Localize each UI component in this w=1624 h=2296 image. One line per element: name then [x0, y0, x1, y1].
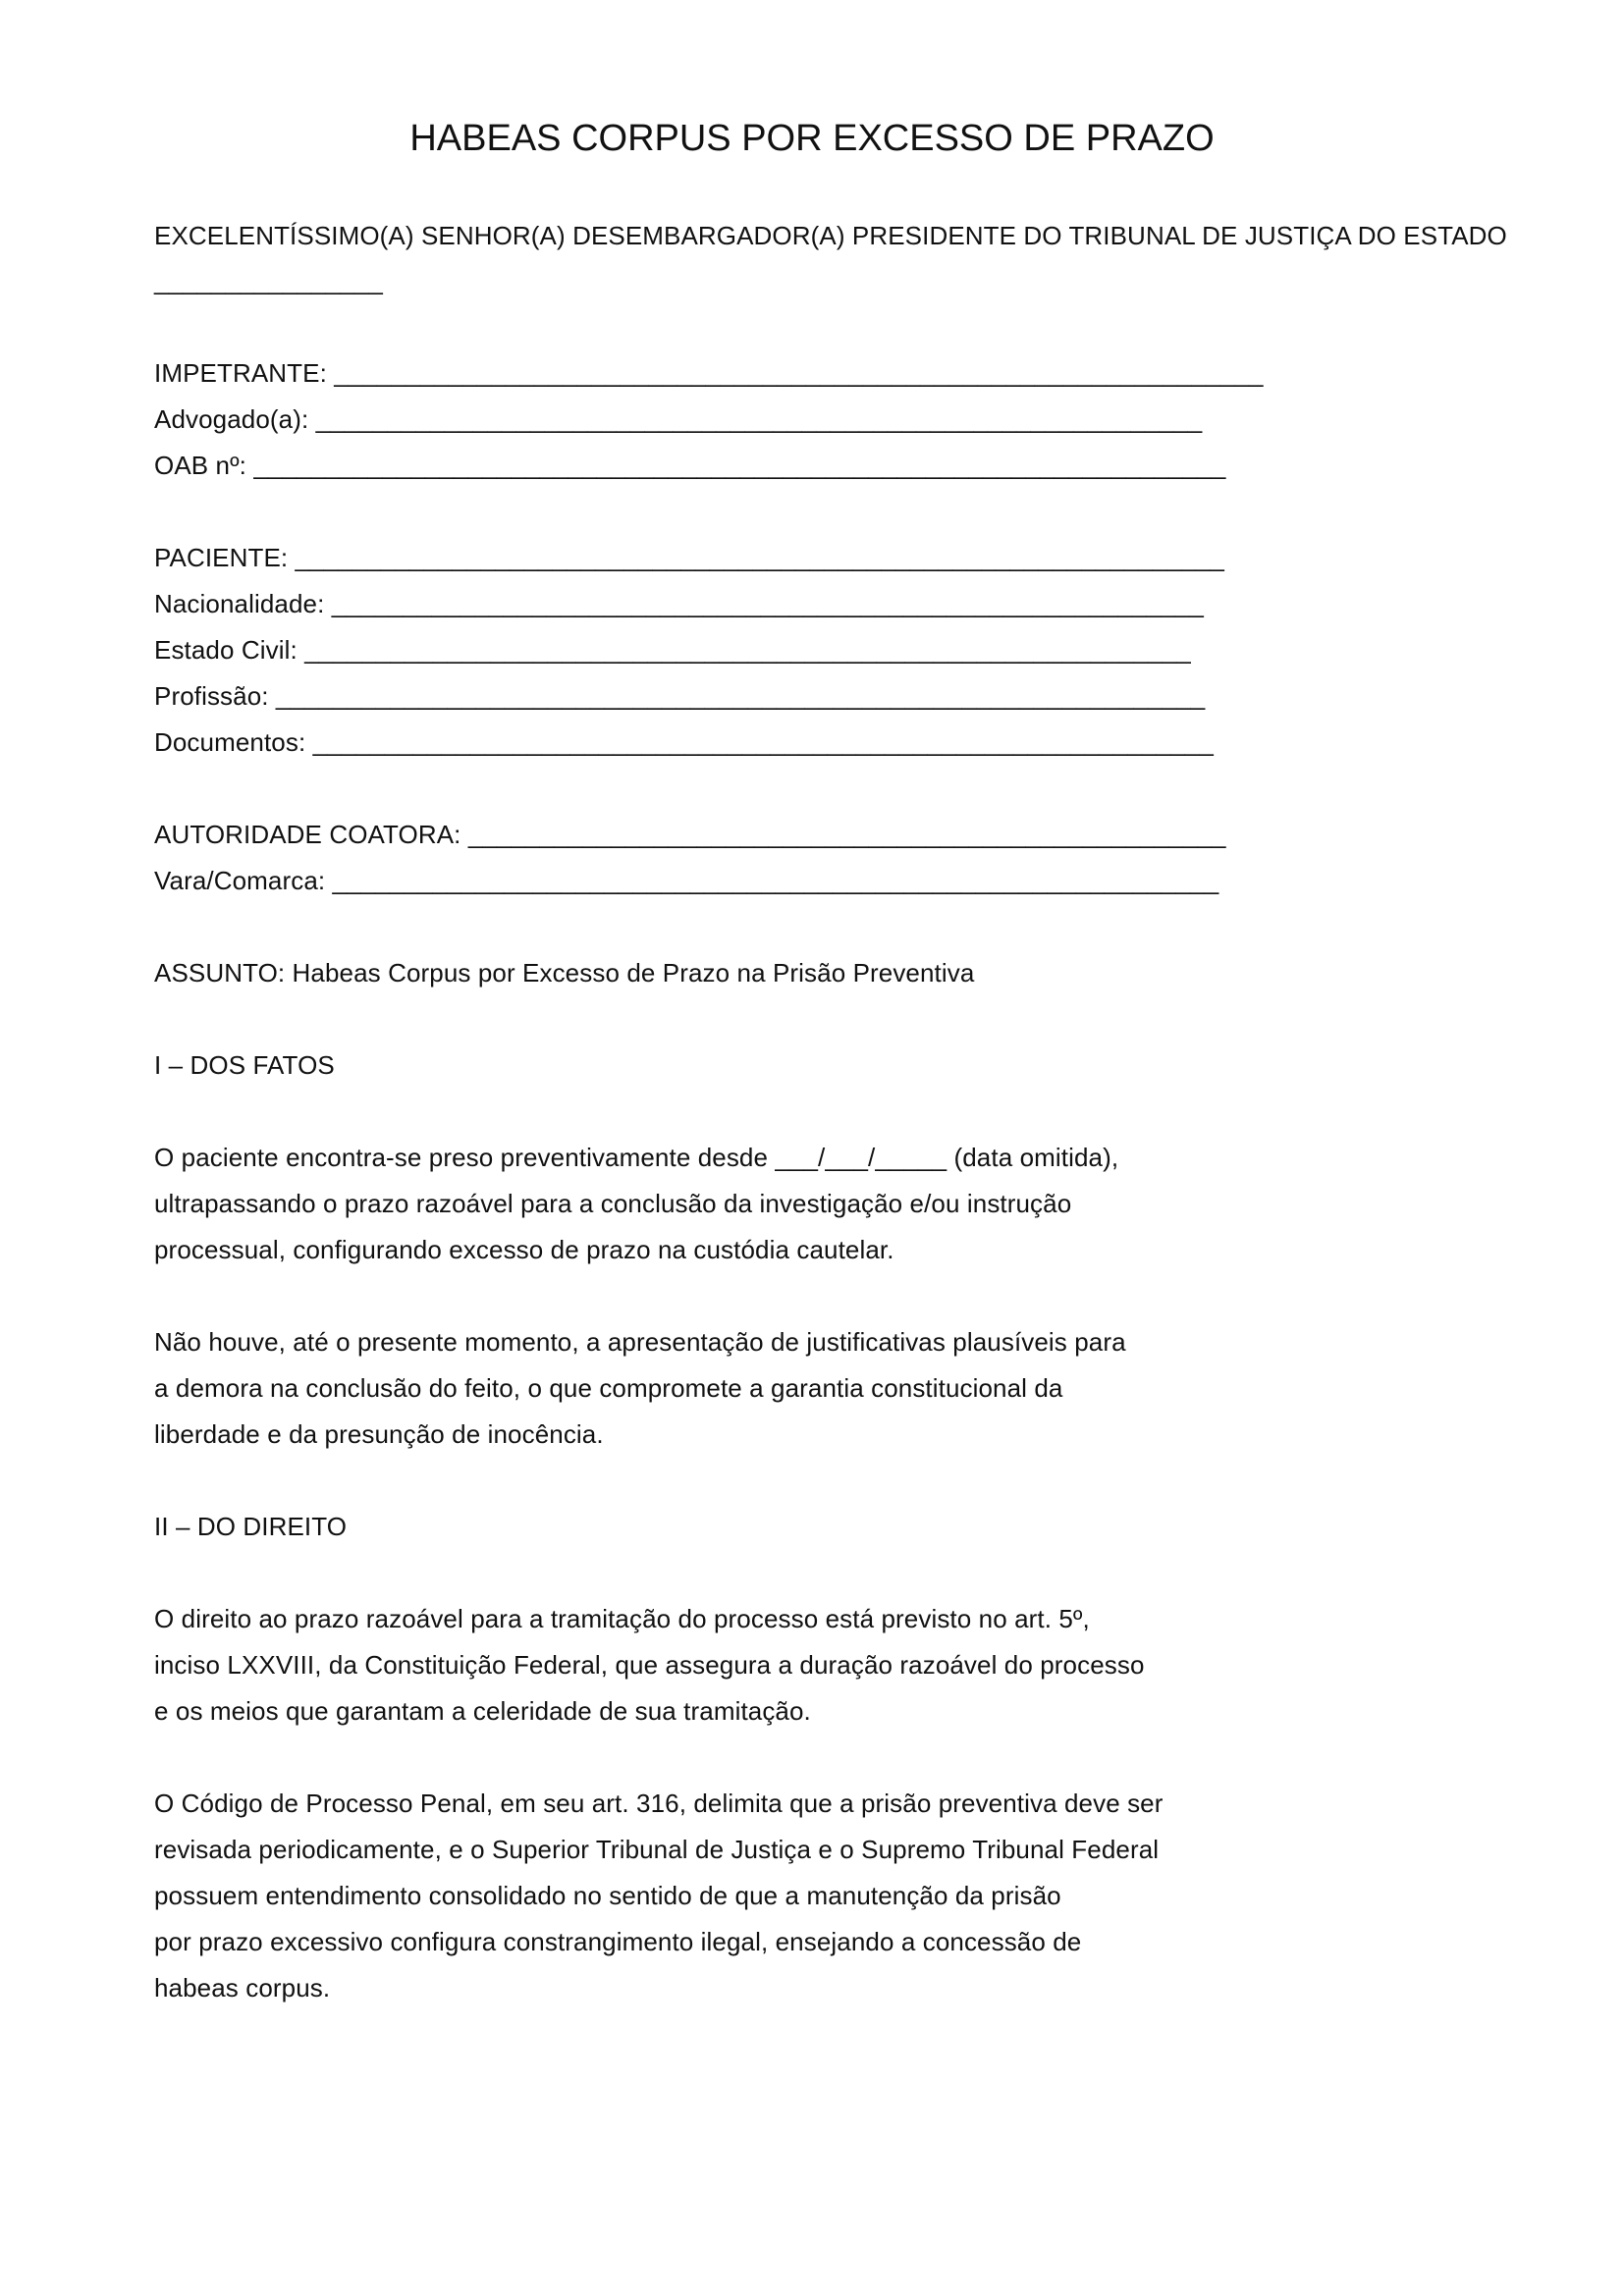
section-heading-fatos: I – DOS FATOS: [154, 1050, 335, 1080]
impetrante-field: IMPETRANTE: _________________________________________________________________: [154, 358, 1264, 388]
oab-field: OAB nº: ____________________________________________________________________: [154, 451, 1226, 480]
direito-paragraph-2-line: por prazo excessivo configura constrangimento ilegal, ensejando a concessão de: [154, 1927, 1082, 1956]
direito-paragraph-1-line: e os meios que garantam a celeridade de sua tramitação.: [154, 1696, 811, 1726]
vara-comarca-field: Vara/Comarca: ______________________________________________________________: [154, 866, 1219, 895]
nacionalidade-field: Nacionalidade: _____________________________________________________________: [154, 589, 1204, 618]
autoridade-coatora-field: AUTORIDADE COATORA: _____________________________________________________: [154, 820, 1226, 849]
direito-paragraph-1-line: inciso LXXVIII, da Constituição Federal, que assegura a duração razoável do processo: [154, 1650, 1145, 1680]
fatos-paragraph-1-line: O paciente encontra-se preso preventivamente desde ___/___/_____ (data omitida),: [154, 1143, 1119, 1172]
addressee-line: EXCELENTÍSSIMO(A) SENHOR(A) DESEMBARGADOR(A) PRESIDENTE DO TRIBUNAL DE JUSTIÇA DO ESTADO: [154, 221, 1507, 250]
document-title: HABEAS CORPUS POR EXCESSO DE PRAZO: [409, 118, 1215, 159]
direito-paragraph-2-line: revisada periodicamente, e o Superior Tribunal de Justiça e o Supremo Tribunal Federal: [154, 1835, 1160, 1864]
section-heading-direito: II – DO DIREITO: [154, 1512, 348, 1541]
fatos-paragraph-1-line: ultrapassando o prazo razoável para a conclusão da investigação e/ou instrução: [154, 1189, 1072, 1218]
documentos-field: Documentos: _______________________________________________________________: [154, 727, 1214, 757]
direito-paragraph-1-line: O direito ao prazo razoável para a tramitação do processo está previsto no art. 5º,: [154, 1604, 1090, 1633]
fatos-paragraph-1-line: processual, configurando excesso de prazo na custódia cautelar.: [154, 1235, 894, 1264]
assunto-line: ASSUNTO: Habeas Corpus por Excesso de Prazo na Prisão Preventiva: [154, 958, 975, 988]
fatos-paragraph-2-line: a demora na conclusão do feito, o que compromete a garantia constitucional da: [154, 1373, 1063, 1403]
profissao-field: Profissão: _________________________________________________________________: [154, 681, 1206, 711]
direito-paragraph-2-line: possuem entendimento consolidado no sentido de que a manutenção da prisão: [154, 1881, 1061, 1910]
direito-paragraph-2-line: O Código de Processo Penal, em seu art. 316, delimita que a prisão preventiva deve ser: [154, 1789, 1164, 1818]
estado-civil-field: Estado Civil: ______________________________________________________________: [154, 635, 1191, 665]
fatos-paragraph-2-line: Não houve, até o presente momento, a apresentação de justificativas plausíveis para: [154, 1327, 1126, 1357]
fatos-paragraph-2-line: liberdade e da presunção de inocência.: [154, 1419, 604, 1449]
advogado-field: Advogado(a): ______________________________________________________________: [154, 404, 1203, 434]
paciente-field: PACIENTE: _________________________________________________________________: [154, 543, 1224, 572]
addressee-state-blank: ________________: [154, 266, 383, 295]
direito-paragraph-2-line: habeas corpus.: [154, 1973, 331, 2002]
